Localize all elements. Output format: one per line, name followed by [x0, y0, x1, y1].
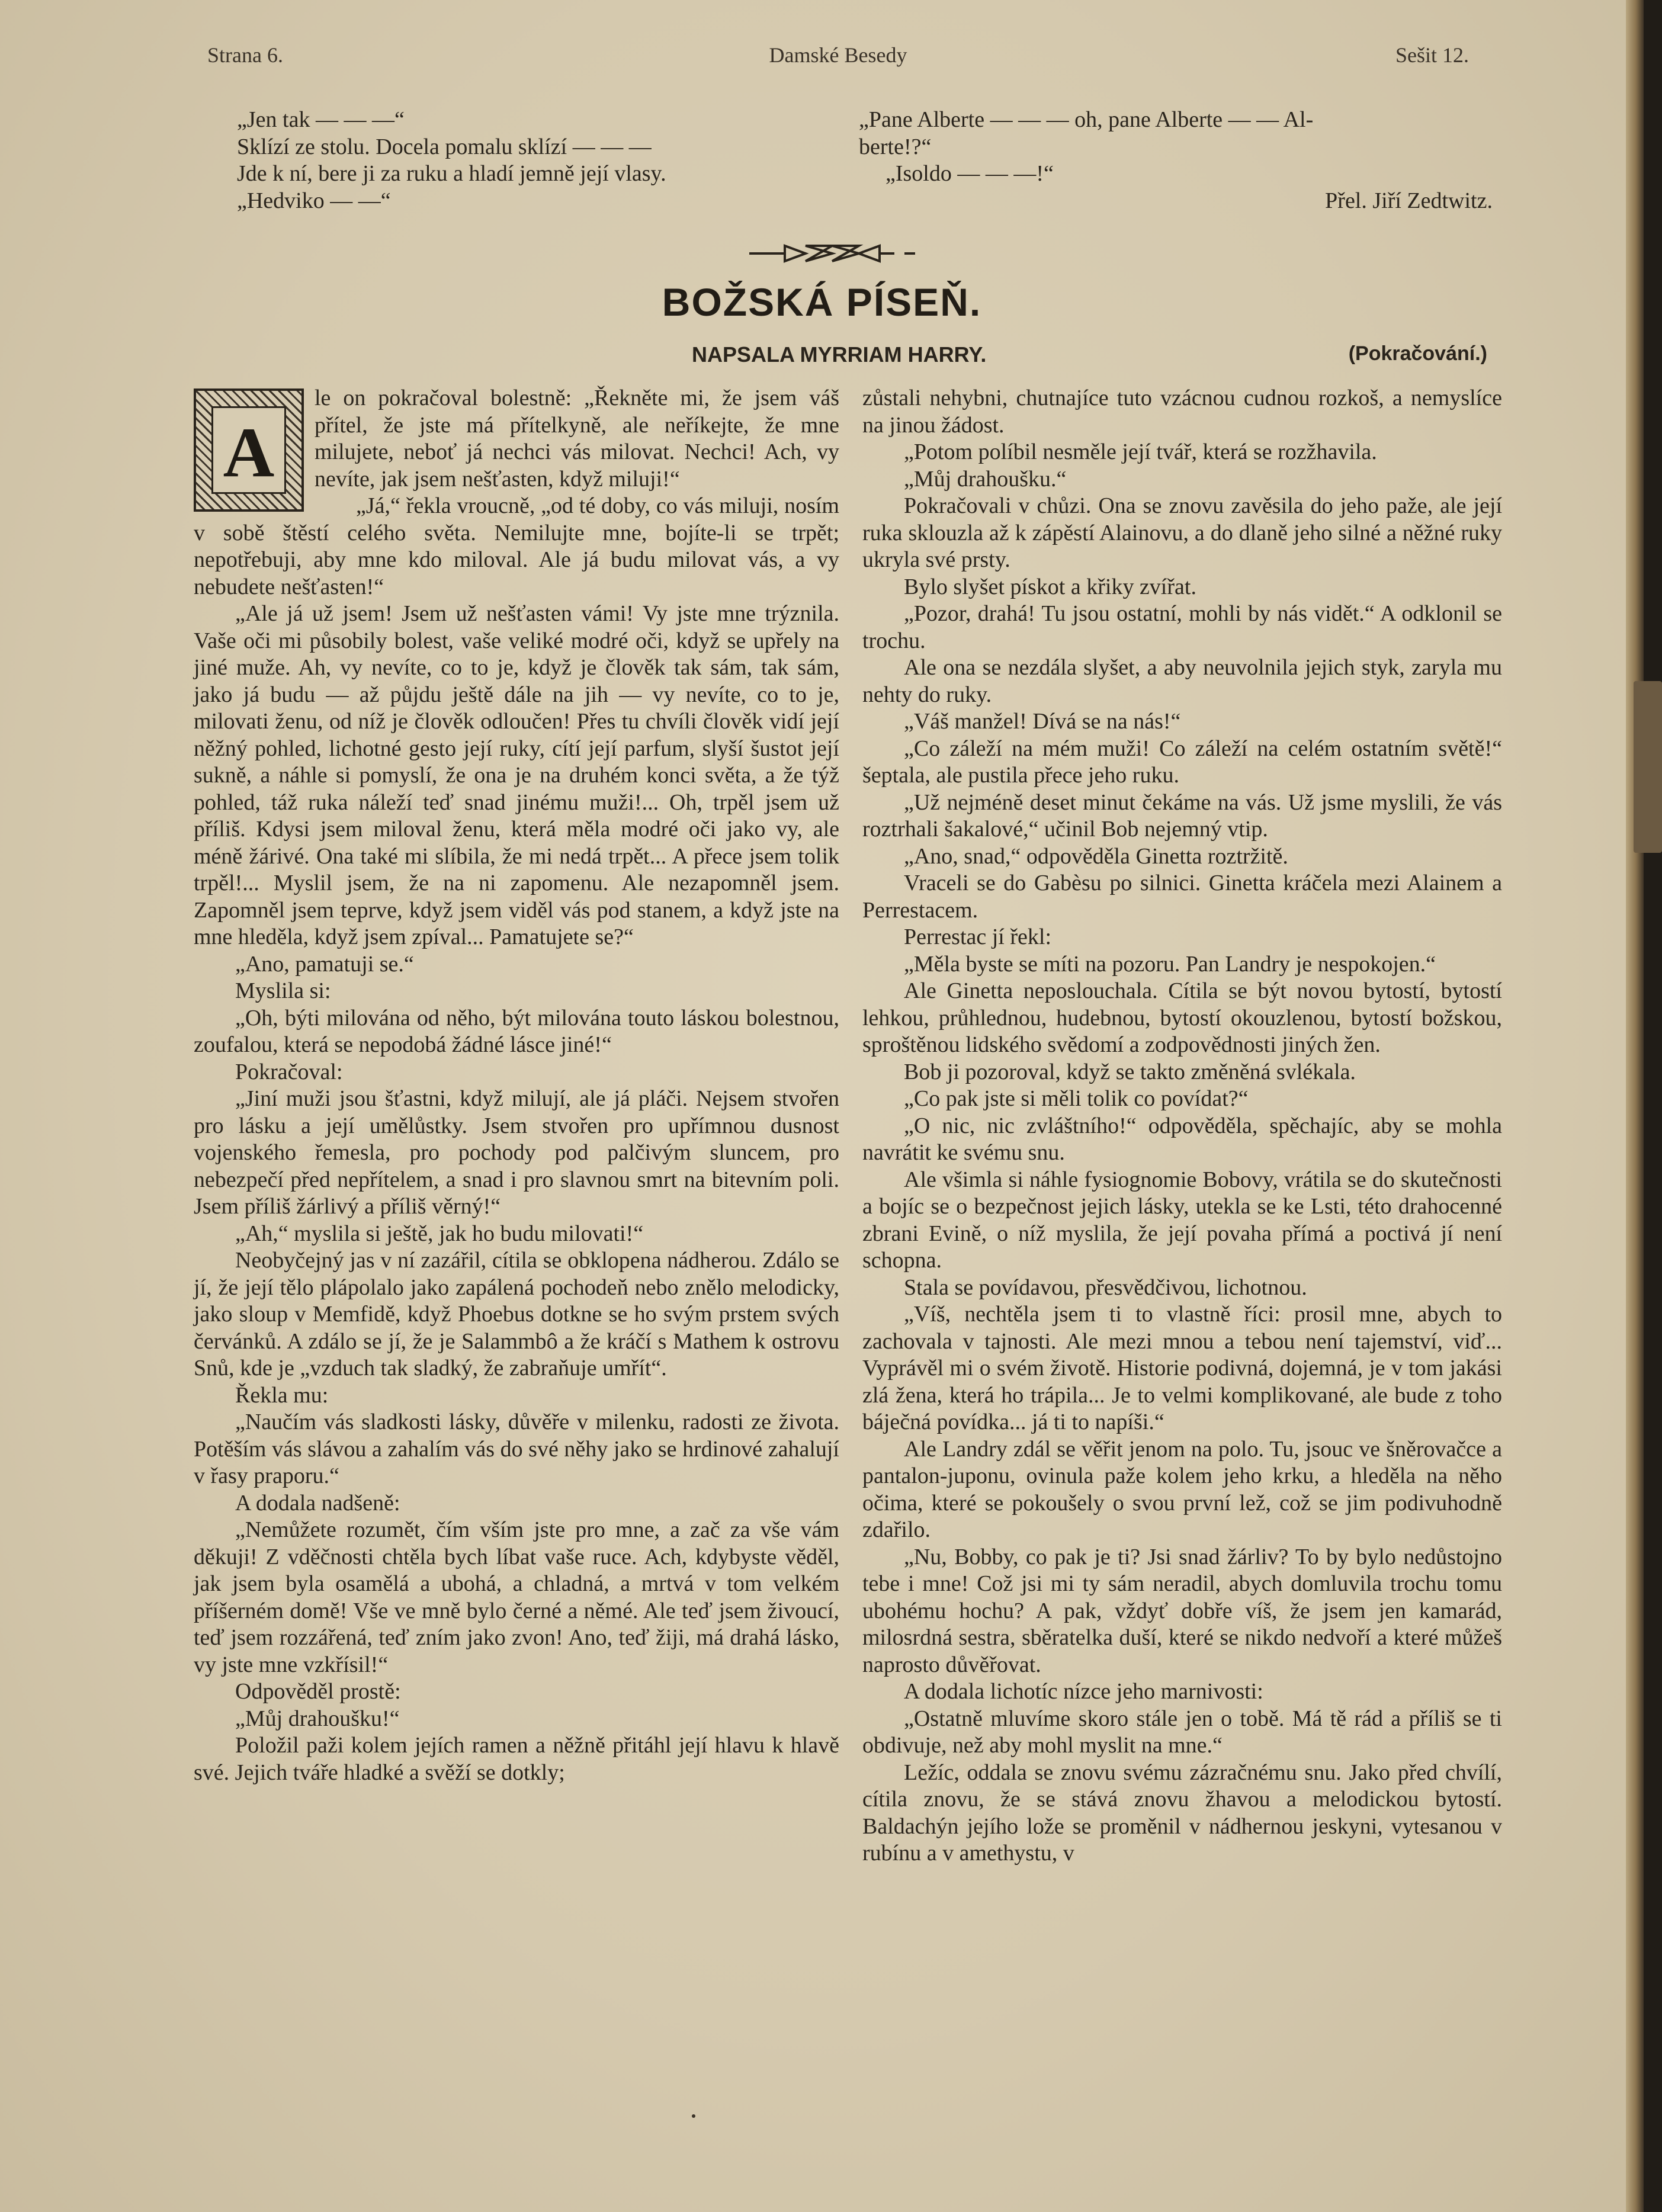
- spine-tab: [1634, 681, 1662, 853]
- paragraph: Ležíc, oddala se znovu svému zázračnému snu. Jako před chvílí, cítila znovu, že se stává znovu žhavou a melodickou bytostí. Baldachýn jejího lože se proměnil v nádhernou jeskyni, vytesanou v rubínu a v amethystu, v: [862, 1760, 1502, 1866]
- paragraph: Vraceli se do Gabèsu po silnici. Ginetta kráčela mezi Alainem a Perrestacem.: [862, 871, 1502, 923]
- paragraph: Ale Ginetta neposlouchala. Cítila se být novou bytostí, bytostí lehkou, průhlednou, hudebnou, bytostí okouzlenou, bytostí božskou, sproštěnou lidského svědomí a zodpovědnosti jiných žen.: [862, 978, 1502, 1057]
- paragraph: Řekla mu:: [235, 1382, 329, 1408]
- paragraph: zůstali nehybni, chutnajíce tuto vzácnou cudnou rozkoš, a nemyslíce na jinou žádost.: [862, 386, 1502, 438]
- paragraph: „O nic, nic zvláštního!“ odpověděla, spěchajíc, aby se mohla navrátit ke svému snu.: [862, 1113, 1502, 1165]
- paragraph: Neobyčejný jas v ní zazářil, cítila se obklopena nádherou. Zdálo se jí, že její tělo plápolalo jako zapálená pochodeň nebo znělo melodicky, jako sloup v Memfidě, když Phoebus dotkne se ho svým prstem svých červánků. A zdálo se jí, že je Salammbô a že kráčí s Mathem k ostrovu Snů, kde je „vzduch tak sladký, že zabraňuje umřít“.: [194, 1248, 839, 1381]
- paragraph: „Můj drahoušku!“: [235, 1706, 400, 1731]
- paragraph: A dodala nadšeně:: [235, 1490, 400, 1516]
- paragraph: „Já,“ řekla vroucně, „od té doby, co vás miluji, nosím v sobě štěstí celého světa. Nemilujte mne, bojíte-li se trpět; nepotřebuji, aby mne kdo miloval. Ale já budu milovat vás, a vy nebudete nešťasten!“: [194, 493, 839, 599]
- prev-line: „Jen tak — — —“: [237, 107, 405, 132]
- right-column: [862, 385, 1502, 1867]
- paragraph: Ale všimla si náhle fysiognomie Bobovy, vrátila se do skutečnosti a bojíc se o bezpečnost jejich lásky, utekla se ke Lsti, této drahocenné zbrani Evině, o níž myslila, že její povaha přímá a poctivá jí není schopna.: [862, 1167, 1502, 1273]
- paragraph: „Ano, pamatuji se.“: [235, 951, 414, 977]
- prev-line: Jde k ní, bere ji za ruku a hladí jemně její vlasy.: [237, 161, 666, 186]
- paragraph: „Oh, býti milována od něho, být milována touto láskou bolestnou, zoufalou, která se nepodobá žádné lásce jiné!“: [194, 1005, 839, 1057]
- paragraph: „Co pak jste si měli tolik co povídat?“: [904, 1086, 1249, 1111]
- paragraph: Pokračoval:: [235, 1059, 343, 1084]
- paragraph: Odpověděl prostě:: [235, 1679, 401, 1704]
- paragraph: „Měla byste se míti na pozoru. Pan Landry je nespokojen.“: [904, 951, 1436, 977]
- paragraph: „Pozor, drahá! Tu jsou ostatní, mohli by nás vidět.“ A odklonil se trochu.: [862, 601, 1502, 653]
- issue-number: Sešit 12.: [1395, 43, 1469, 67]
- prev-line: „Pane Alberte — — — oh, pane Alberte — — Al-: [859, 107, 1314, 132]
- prev-line: „Hedviko — —“: [237, 188, 391, 213]
- paragraph: „Víš, nechtěla jsem ti to vlastně říci: prosil mne, abych to zachovala v tajnosti. Ale mezi mnou a tebou není tajemství, viď... Vyprávěl mi o svém životě. Historie podivná, dojemná, je v tom jakási zlá žena, která ho trápila... Je to velmi komplikované, ale bude z toho báječná povídka... já ti to napíši.“: [862, 1302, 1502, 1434]
- paragraph: „Co záleží na mém muži! Co záleží na celém ostatním světě!“ šeptala, ale pustila přece jeho ruku.: [862, 736, 1502, 788]
- paragraph: Stala se povídavou, přesvědčivou, lichotnou.: [904, 1274, 1307, 1300]
- print-mark: [692, 2114, 695, 2118]
- magazine-title: Damské Besedy: [769, 43, 907, 67]
- page-number: Strana 6.: [207, 43, 283, 67]
- paragraph: Ale ona se nezdála slyšet, a aby neuvolnila jejich styk, zaryla mu nehty do ruky.: [862, 655, 1502, 707]
- paragraph: „Naučím vás sladkosti lásky, důvěře v milenku, radosti ze života. Potěším vás slávou a zahalím vás do své něhy jako se hrdinové zahalují v řasy praporu.“: [194, 1410, 839, 1488]
- paragraph: „Můj drahoušku.“: [904, 466, 1067, 492]
- prev-line: „Isoldo — — —!“: [885, 161, 1054, 186]
- book-spine: [1626, 0, 1644, 2212]
- paragraph: A dodala lichotíc nízce jeho marnivosti:: [904, 1679, 1263, 1704]
- left-column: [194, 385, 839, 1786]
- translator-credit: Přel. Jiří Zedtwitz.: [1325, 188, 1493, 213]
- prev-line: berte!?“: [859, 134, 932, 159]
- paragraph: „Potom políbil nesměle její tvář, která se rozžhavila.: [904, 439, 1377, 464]
- paragraph: Ale Landry zdál se věřit jenom na polo. Tu, jsouc ve šněrovačce a pantalon-juponu, ovinula paže kolem jeho krku, a hleděla na něho očima, které se pokoušely o svou první lež, což se jim podivuhodně zdařilo.: [862, 1436, 1502, 1542]
- paragraph: Položil paži kolem jejích ramen a něžně přitáhl její hlavu k hlavě své. Jejich tváře hladké a svěží se dotkly;: [194, 1733, 839, 1785]
- paragraph: Bylo slyšet pískot a křiky zvířat.: [904, 574, 1196, 599]
- paragraph: „Nemůžete rozumět, čím vším jste pro mne, a zač za vše vám děkuji! Z vděčnosti chtěla bych líbat vaše ruce. Ach, kdybyste věděl, jak jsem byla osamělá a ubohá, a chladná, a mrtvá v tom velkém příšerném domě! Vše ve mně bylo černé a němé. Ale teď jsem živoucí, teď jsem rozzářená, teď zním jako zvon! Ano, teď žiji, má drahá lásko, vy jste mne vzkřísil!“: [194, 1517, 839, 1677]
- paragraph: Pokračovali v chůzi. Ona se znovu zavěsila do jeho paže, ale její ruka sklouzla až k zápěstí Alainovu, a do dlaně jeho silné a něžné ruky ukryla své prsty.: [862, 493, 1502, 572]
- divider-ornament: [743, 239, 921, 268]
- paragraph: „Ano, snad,“ odpověděla Ginetta roztržitě.: [904, 843, 1288, 869]
- paragraph: „Váš manžel! Dívá se na nás!“: [904, 709, 1181, 734]
- paragraph: „Ale já už jsem! Jsem už nešťasten vámi! Vy jste mne trýznila. Vaše oči mi působily bolest, vaše veliké modré oči, když se upřely na jiné muže. Ah, vy nevíte, co to je, když je člověk tak sám, tak sám, jako já budu — až půjdu ještě dále na jih — vy nevíte, co to je, milovati ženu, od níž je člověk odloučen! Přes tu chvíli člověk vidí její něžný pohled, lichotné gesto její ruky, cítí její parfum, slyší šustot její sukně, a náhle si pomyslí, že ona je na druhém konci světa, a že týž pohled, táž ruka náleží teď snad jinému muži!... Oh, trpěl jsem už příliš. Kdysi jsem miloval ženu, která měla modré oči jako vy, ale méně žárivé. Ona také mi slíbila, že mi nedá trpět... A přece jsem tolik trpěl!... Myslil jsem, že na ni zapomenu. Ale nezapomněl jsem. Zapomněl jsem teprve, když jsem viděl vás pod stanem, a když jste na mne hleděla, když jsem zpíval... Pamatujete se?“: [194, 601, 839, 949]
- previous-story-end-left: [237, 107, 666, 214]
- paragraph: „Už nejméně deset minut čekáme na vás. Už jsme myslili, že vás roztrhali šakalové,“ učinil Bob nejemný vtip.: [862, 789, 1502, 842]
- previous-story-end-right: [859, 107, 1493, 214]
- paragraph: „Jiní muži jsou šťastni, když milují, ale já pláči. Nejsem stvořen pro lásku a její umělůstky. Jsem stvořen pro upřímnou dusnost vojenského řemesla, pro pochody pod palčivým sluncem, pro nebezpečí před nepřítelem, a snad i pro slavnou smrt na bitevním poli. Jsem příliš žárlivý a příliš věrný!“: [194, 1086, 839, 1219]
- continued-note: (Pokračování.): [1348, 342, 1487, 365]
- article-title: BOŽSKÁ PÍSEŇ.: [662, 280, 982, 324]
- paragraph: „Ah,“ myslila si ještě, jak ho budu milovati!“: [235, 1221, 644, 1246]
- running-head: [207, 43, 1469, 78]
- paragraph: [194, 385, 839, 493]
- drop-cap-initial: [194, 389, 304, 512]
- paragraph: Perrestac jí řekl:: [904, 924, 1052, 949]
- paragraph: „Nu, Bobby, co pak je ti? Jsi snad žárliv? To by bylo nedůstojno tebe i mne! Což jsi mi ty sám neradil, abych domluvila trochu tomu ubohému hochu? A pak, vždyť dobře víš, že jsem jen kamarád, milosrdná sestra, sběratelka duší, které se nikdo nedvoří a které můžeš naprosto důvěřovat.: [862, 1544, 1502, 1677]
- paragraph-text: le on pokračoval bolestně: „Řekněte mi, že jsem váš přítel, že jste má přítelkyně, ale neříkejte, že mne milujete, neboť já nechci vás milovat. Nechci! Ach, vy nevíte, jak jsem nešťasten, když miluji!“: [315, 386, 839, 492]
- drop-cap-letter: A: [211, 406, 286, 494]
- paragraph: „Ostatně mluvíme skoro stále jen o tobě. Má tě rád a příliš se ti obdivuje, než aby mohl myslit na mne.“: [862, 1706, 1502, 1758]
- article-byline: NAPSALA MYRRIAM HARRY.: [692, 342, 987, 367]
- prev-line: Sklízí ze stolu. Docela pomalu sklízí — — —: [237, 134, 652, 159]
- paragraph: Bob ji pozoroval, když se takto změněná svlékala.: [904, 1059, 1356, 1084]
- paragraph: Myslila si:: [235, 978, 331, 1003]
